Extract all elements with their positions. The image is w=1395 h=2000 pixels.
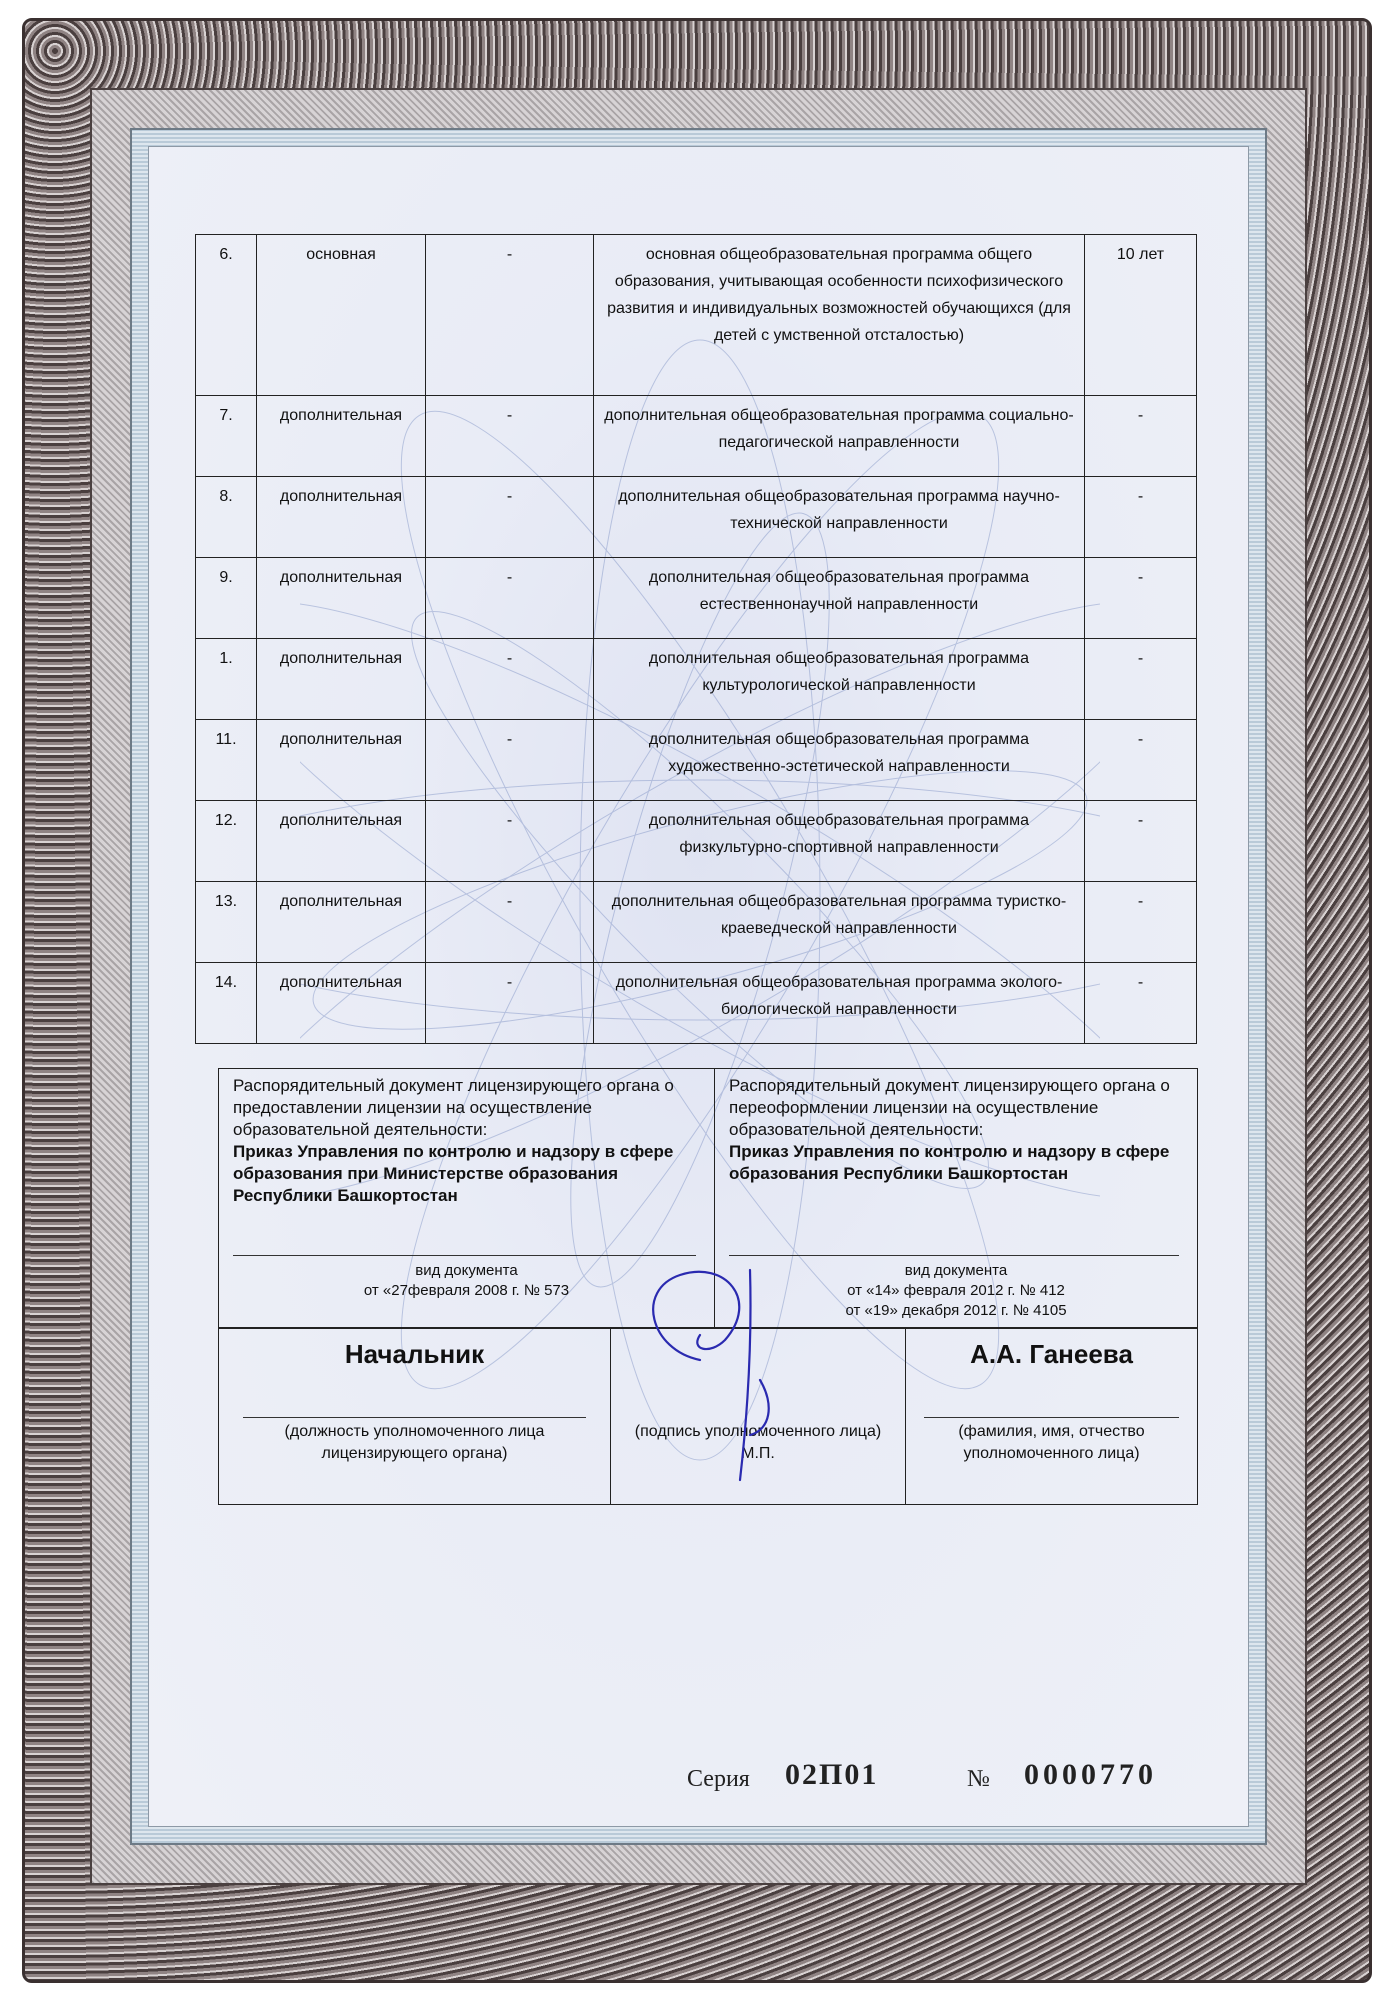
grant-doc-type: вид документа <box>415 1262 518 1279</box>
grant-document-text <box>233 1075 704 1207</box>
row-level: - <box>426 235 594 396</box>
name-caption: (фамилия, имя, отчество уполномоченного лица) <box>958 1423 1145 1462</box>
programs-table <box>195 234 1197 1044</box>
row-program: дополнительная общеобразовательная программа научно-технической направленности <box>594 477 1085 558</box>
row-kind: дополнительная <box>257 720 426 801</box>
row-term: 10 лет <box>1085 235 1197 396</box>
row-number: 7. <box>196 396 257 477</box>
license-reissue-document <box>714 1068 1198 1328</box>
signature-caption: (подпись уполномоченного лица) <box>634 1423 882 1440</box>
table-row <box>196 882 1197 963</box>
table-row <box>196 477 1197 558</box>
table-row <box>196 639 1197 720</box>
name-value: А.А. Ганеева <box>970 1339 1133 1369</box>
series-value: 02П01 <box>785 1758 879 1791</box>
name-rule <box>924 1417 1179 1418</box>
row-term: - <box>1085 558 1197 639</box>
number-value: 0000770 <box>1024 1758 1157 1791</box>
row-term: - <box>1085 720 1197 801</box>
row-level: - <box>426 963 594 1044</box>
row-kind: дополнительная <box>257 477 426 558</box>
row-term: - <box>1085 639 1197 720</box>
row-program: дополнительная общеобразовательная программа физкультурно-спортивной направленности <box>594 801 1085 882</box>
name-cell <box>906 1329 1197 1504</box>
position-cell <box>219 1329 611 1504</box>
row-kind: дополнительная <box>257 963 426 1044</box>
reissue-document-text <box>729 1075 1187 1185</box>
table-row <box>196 963 1197 1044</box>
row-program: дополнительная общеобразовательная программа эколого-биологической направленности <box>594 963 1085 1044</box>
reissue-order: Приказ Управления по контролю и надзору в сфере образования Республики Башкортостан <box>729 1142 1170 1183</box>
row-term: - <box>1085 477 1197 558</box>
row-kind: дополнительная <box>257 882 426 963</box>
row-program: дополнительная общеобразовательная программа культурологической направленности <box>594 639 1085 720</box>
row-number: 14. <box>196 963 257 1044</box>
reissue-date-1: от «14» февраля 2012 г. № 412 <box>847 1282 1065 1299</box>
reissue-divider <box>729 1255 1179 1256</box>
row-number: 1. <box>196 639 257 720</box>
row-level: - <box>426 639 594 720</box>
row-kind: дополнительная <box>257 558 426 639</box>
position-rule <box>243 1417 586 1418</box>
row-number: 6. <box>196 235 257 396</box>
row-level: - <box>426 720 594 801</box>
grant-divider <box>233 1255 696 1256</box>
grant-date: от «27февраля 2008 г. № 573 <box>363 1282 570 1299</box>
position-caption: (должность уполномоченного лица лицензирующего органа) <box>284 1423 545 1462</box>
row-program: дополнительная общеобразовательная программа естественнонаучной направленности <box>594 558 1085 639</box>
reissue-date-2: от «19» декабря 2012 г. № 4105 <box>845 1302 1067 1319</box>
row-number: 12. <box>196 801 257 882</box>
row-level: - <box>426 558 594 639</box>
grant-order: Приказ Управления по контролю и надзору в сфере образования при Министерстве образования Республики Башкортостан <box>233 1142 674 1205</box>
row-program: дополнительная общеобразовательная программа туристко-краеведческой направленности <box>594 882 1085 963</box>
row-term: - <box>1085 963 1197 1044</box>
grant-intro: Распорядительный документ лицензирующего органа о предоставлении лицензии на осуществление образовательной деятельности: <box>233 1076 674 1139</box>
signature-row <box>218 1328 1198 1505</box>
row-kind: дополнительная <box>257 639 426 720</box>
row-program: дополнительная общеобразовательная программа художественно-эстетической направленности <box>594 720 1085 801</box>
table-row <box>196 235 1197 396</box>
table-row <box>196 801 1197 882</box>
reissue-intro: Распорядительный документ лицензирующего органа о переоформлении лицензии на осуществление образовательной деятельности: <box>729 1076 1170 1139</box>
row-level: - <box>426 477 594 558</box>
table-row <box>196 558 1197 639</box>
reissue-doc-type: вид документа <box>904 1262 1008 1279</box>
license-grant-document <box>218 1068 715 1328</box>
number-label: № <box>967 1766 990 1792</box>
table-row <box>196 396 1197 477</box>
row-number: 8. <box>196 477 257 558</box>
row-kind: основная <box>257 235 426 396</box>
row-kind: дополнительная <box>257 396 426 477</box>
row-number: 9. <box>196 558 257 639</box>
row-term: - <box>1085 396 1197 477</box>
row-program: основная общеобразовательная программа общего образования, учитывающая особенности психофизического развития и индивидуальных возможностей обучающихся (для детей с умственной отсталостью) <box>594 235 1085 396</box>
row-term: - <box>1085 882 1197 963</box>
row-level: - <box>426 396 594 477</box>
signature-cell <box>611 1329 906 1504</box>
row-number: 13. <box>196 882 257 963</box>
row-kind: дополнительная <box>257 801 426 882</box>
row-term: - <box>1085 801 1197 882</box>
row-level: - <box>426 882 594 963</box>
table-row <box>196 720 1197 801</box>
row-number: 11. <box>196 720 257 801</box>
series-label: Серия <box>687 1766 750 1792</box>
row-program: дополнительная общеобразовательная программа социально-педагогической направленности <box>594 396 1085 477</box>
stamp-caption: М.П. <box>741 1445 775 1462</box>
position-value: Начальник <box>344 1339 485 1369</box>
row-level: - <box>426 801 594 882</box>
